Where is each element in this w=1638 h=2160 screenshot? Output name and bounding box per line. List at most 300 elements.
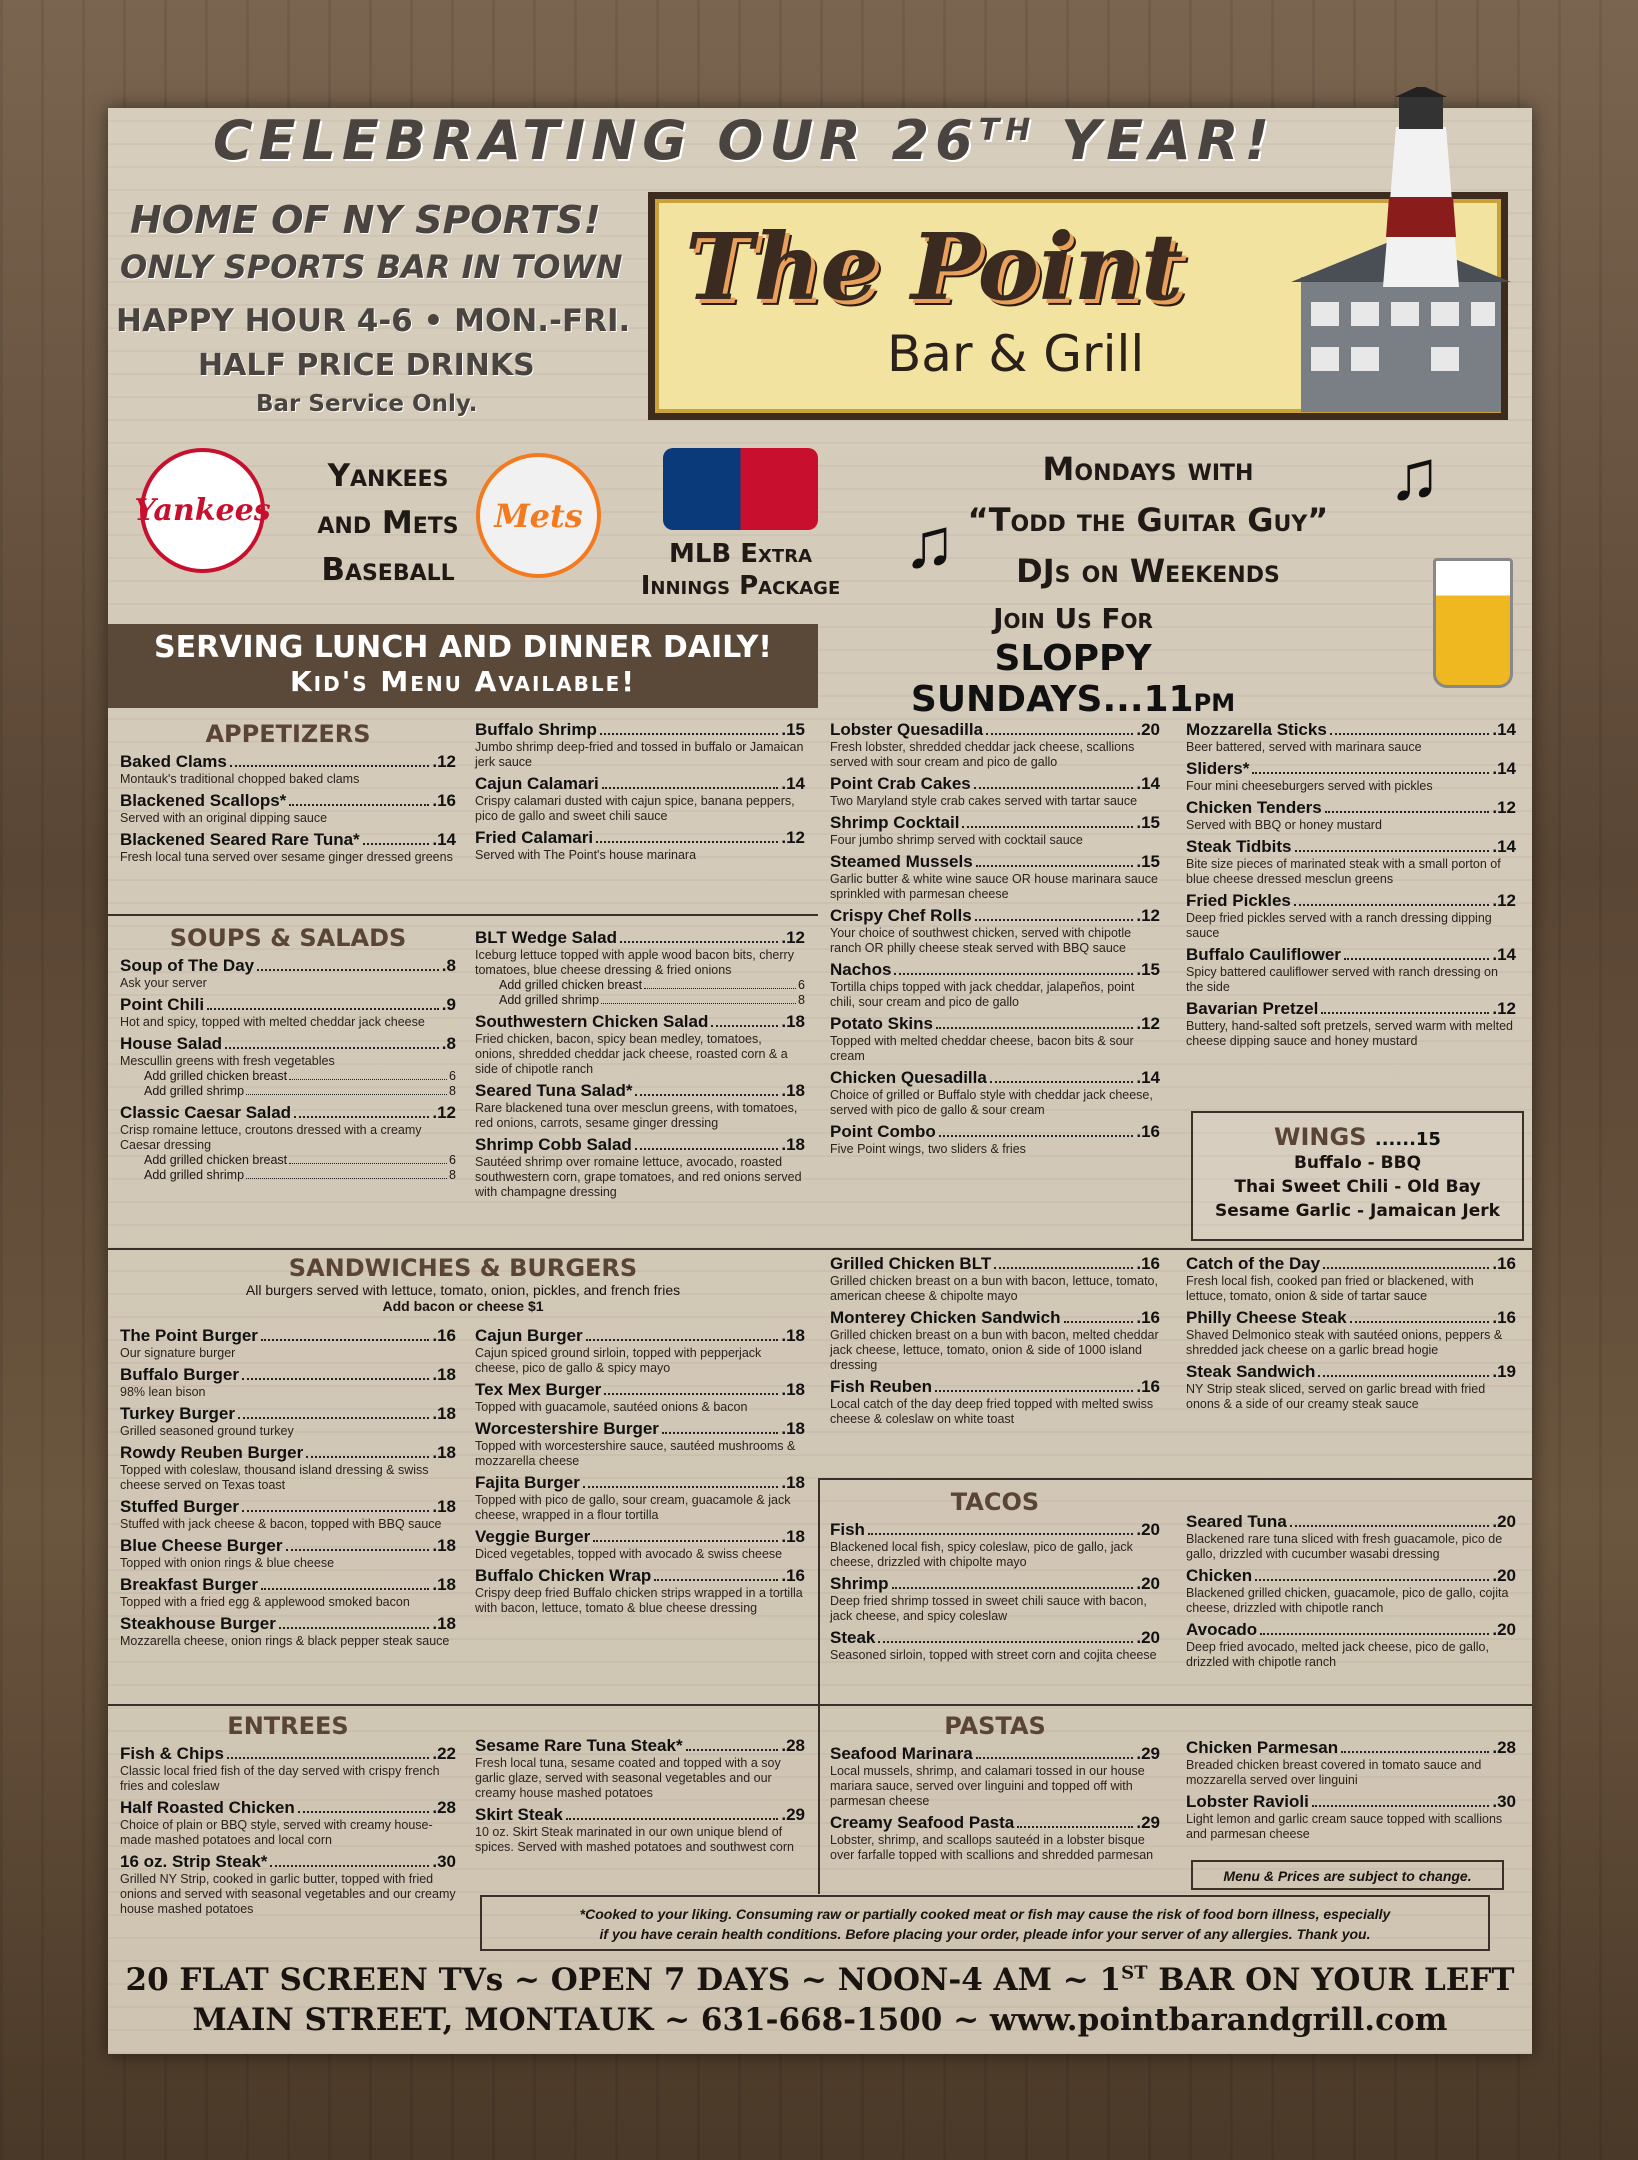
item-name: Lobster Quesadilla bbox=[830, 720, 984, 739]
item-price: 16 bbox=[437, 791, 456, 810]
item-name: Half Roasted Chicken bbox=[120, 1798, 295, 1817]
item-name: Buffalo Shrimp bbox=[475, 720, 597, 739]
half-price-drinks: HALF PRICE DRINKS bbox=[198, 348, 535, 383]
dot-leader bbox=[586, 1326, 779, 1341]
item-price: 14 bbox=[1141, 1068, 1160, 1087]
item-description: Topped with guacamole, sautéed onions & bacon bbox=[475, 1400, 748, 1414]
yankees-mets-text: Yankees and Mets Baseball bbox=[317, 458, 459, 588]
item-name: Seafood Marinara bbox=[830, 1744, 973, 1763]
dot-leader bbox=[1323, 1254, 1489, 1269]
item-name: Steakhouse Burger bbox=[120, 1614, 276, 1633]
item-description: Local mussels, shrimp, and calamari tossed in our house mariara sauce, served over linguini and topped off with parmesan cheese bbox=[830, 1764, 1145, 1808]
pastas-col3 bbox=[830, 1712, 1160, 1867]
item-name: Sliders* bbox=[1186, 759, 1250, 778]
item-name: House Salad bbox=[120, 1034, 223, 1053]
item-description: 98% lean bison bbox=[120, 1385, 206, 1399]
item-price: 18 bbox=[437, 1536, 456, 1555]
item-price: 12 bbox=[786, 928, 805, 947]
item-description: Deep fried pickles served with a ranch dressing dipping sauce bbox=[1186, 911, 1492, 940]
dot-leader bbox=[686, 1736, 779, 1751]
item-name: Buffalo Chicken Wrap bbox=[475, 1566, 652, 1585]
dot-leader bbox=[1260, 1620, 1489, 1635]
menu-item: Fajita Burger . 18 Topped with pico de gallo, sour cream, guacamole & jack cheese, wrapped in a flour tortilla bbox=[475, 1473, 805, 1522]
item-name: Steak Tidbits bbox=[1186, 837, 1292, 856]
menu-item: Nachos . 15 Tortilla chips topped with jack cheddar, jalapeños, point chili, sour cream and pico de gallo bbox=[830, 960, 1160, 1009]
menu-item: Steakhouse Burger . 18 Mozzarella cheese, onion rings & black pepper steak sauce bbox=[120, 1614, 456, 1648]
dot-leader bbox=[892, 1574, 1134, 1589]
item-description: Fresh local fish, cooked pan fried or blackened, with lettuce, tomato, onion & side of tartar sauce bbox=[1186, 1274, 1474, 1303]
dot-leader bbox=[1290, 1512, 1490, 1527]
dot-leader bbox=[935, 1377, 1133, 1392]
item-name: The Point Burger bbox=[120, 1326, 258, 1345]
item-name: Point Crab Cakes bbox=[830, 774, 971, 793]
item-name: Shrimp bbox=[830, 1574, 889, 1593]
dot-leader bbox=[1350, 1308, 1490, 1323]
divider bbox=[108, 1248, 1532, 1250]
item-name: Seared Tuna bbox=[1186, 1512, 1287, 1531]
item-price: 14 bbox=[1497, 837, 1516, 856]
item-description: Cajun spiced ground sirloin, topped with pepperjack cheese, pico de gallo & spicy mayo bbox=[475, 1346, 762, 1375]
item-name: Potato Skins bbox=[830, 1014, 933, 1033]
item-price: 16 bbox=[1497, 1308, 1516, 1327]
item-name: Bavarian Pretzel bbox=[1186, 999, 1319, 1018]
dot-leader bbox=[1325, 798, 1490, 813]
item-price: 12 bbox=[1141, 906, 1160, 925]
restaurant-subtitle: Bar & Grill bbox=[887, 325, 1145, 383]
item-description: Local catch of the day deep fried topped with melted swiss cheese & coleslaw on white toast bbox=[830, 1397, 1154, 1426]
item-description: Served with The Point's house marinara bbox=[475, 848, 697, 862]
sloppy-sundays: SLOPPY SUNDAYS...11PM bbox=[910, 638, 1236, 720]
serving-banner: SERVING LUNCH AND DINNER DAILY! Kid's Menu Available! bbox=[108, 624, 818, 708]
item-description: Classic local fried fish of the day served with crispy french fries and coleslaw bbox=[120, 1764, 440, 1793]
item-price: 18 bbox=[786, 1419, 805, 1438]
menu-item: Monterey Chicken Sandwich . 16 Grilled chicken breast on a bun with bacon, melted cheddar jack cheese, lettuce, tomato, onion & side of 1000 island dressing bbox=[830, 1308, 1160, 1372]
dot-leader bbox=[1318, 1362, 1489, 1377]
item-description: Served with an original dipping sauce bbox=[120, 811, 328, 825]
dot-leader bbox=[976, 852, 1134, 867]
divider bbox=[108, 914, 818, 916]
item-description: Diced vegetables, topped with avocado & swiss cheese bbox=[475, 1547, 783, 1561]
join-us-for: Join Us For bbox=[993, 602, 1153, 635]
mlb-extra-innings: MLB Extra Innings Package bbox=[640, 539, 841, 601]
menu-item: Point Crab Cakes . 14 Two Maryland style crab cakes served with tartar sauce bbox=[830, 774, 1160, 808]
divider bbox=[108, 1704, 818, 1706]
dot-leader bbox=[894, 960, 1133, 975]
menu-item: Lobster Quesadilla . 20 Fresh lobster, shredded cheddar jack cheese, scallions served with sour cream and pico de gallo bbox=[830, 720, 1160, 769]
menu-item: Baked Clams . 12 Montauk's traditional chopped baked clams bbox=[120, 752, 456, 786]
dot-leader bbox=[227, 1744, 429, 1759]
menu-item: Bavarian Pretzel . 12 Buttery, hand-salted soft pretzels, served warm with melted cheese dipping sauce and honey mustard bbox=[1186, 999, 1516, 1048]
item-price: 14 bbox=[1497, 759, 1516, 778]
item-price: 15 bbox=[1141, 813, 1160, 832]
item-price: 14 bbox=[1497, 945, 1516, 964]
item-description: Breaded chicken breast covered in tomato sauce and mozzarella served over linguini bbox=[1186, 1758, 1482, 1787]
menu-item: Chicken . 20 Blackened grilled chicken, guacamole, pico de gallo, cojita cheese, drizzled with chipotle ranch bbox=[1186, 1566, 1516, 1615]
dot-leader bbox=[878, 1628, 1133, 1643]
item-name: Chicken Quesadilla bbox=[830, 1068, 987, 1087]
entrees-col1 bbox=[120, 1712, 456, 1921]
divider bbox=[818, 1478, 820, 1894]
dot-leader bbox=[976, 1744, 1134, 1759]
menu-item: Buffalo Cauliflower . 14 Spicy battered cauliflower served with ranch dressing on the side bbox=[1186, 945, 1516, 994]
appetizers-col4 bbox=[1186, 720, 1516, 1053]
dot-leader bbox=[238, 1404, 429, 1419]
item-price: 18 bbox=[437, 1497, 456, 1516]
health-disclaimer: *Cooked to your liking. Consuming raw or partially cooked meat or fish may cause the risk of food born illness, especially if you have cerain health conditions. Before placing your order, pleade infor your server of any allergies. Thank you. bbox=[480, 1895, 1490, 1951]
dot-leader bbox=[363, 830, 430, 845]
music-note-icon: ♫ bbox=[903, 504, 956, 582]
item-description: NY Strip steak sliced, served on garlic bread with fried onons & a side of our creamy steak sauce bbox=[1186, 1382, 1486, 1411]
item-name: Fish Reuben bbox=[830, 1377, 933, 1396]
item-description: Jumbo shrimp deep-fried and tossed in buffalo or Jamaican jerk sauce bbox=[475, 740, 804, 769]
item-description: Fresh lobster, shredded cheddar jack cheese, scallions served with sour cream and pico de gallo bbox=[830, 740, 1135, 769]
item-name: Turkey Burger bbox=[120, 1404, 235, 1423]
item-addon: Add grilled chicken breast 6 bbox=[144, 1153, 456, 1167]
menu-item: Chicken Quesadilla . 14 Choice of grilled or Buffalo style with cheddar jack cheese, served with pico de gallo & sour cream bbox=[830, 1068, 1160, 1117]
item-name: Breakfast Burger bbox=[120, 1575, 258, 1594]
item-name: Mozzarella Sticks bbox=[1186, 720, 1327, 739]
menu-item: Fried Calamari . 12 Served with The Point's house marinara bbox=[475, 828, 805, 862]
item-description: Deep fried shrimp tossed in sweet chili sauce with bacon, jack cheese, and spicy coleslaw bbox=[830, 1594, 1147, 1623]
item-description: Topped with a fried egg & applewood smoked bacon bbox=[120, 1595, 410, 1609]
item-price: 20 bbox=[1141, 1574, 1160, 1593]
item-description: Spicy battered cauliflower served with ranch dressing on the side bbox=[1186, 965, 1498, 994]
mets-logo: Mets bbox=[476, 453, 601, 578]
yankees-logo: Yankees bbox=[140, 448, 265, 573]
mlb-logo-icon bbox=[663, 448, 818, 530]
item-price: 16 bbox=[786, 1566, 805, 1585]
item-price: 20 bbox=[1141, 720, 1160, 739]
menu-item: Blackened Seared Rare Tuna* . 14 Fresh local tuna served over sesame ginger dressed greens bbox=[120, 830, 456, 864]
wing-flavor: Thai Sweet Chili - Old Bay bbox=[1234, 1177, 1481, 1197]
burgers-col2 bbox=[475, 1326, 805, 1620]
menu-item: Catch of the Day . 16 Fresh local fish, cooked pan fried or blackened, with lettuce, tomato, onion & side of tartar sauce bbox=[1186, 1254, 1516, 1303]
menu-item: Chicken Parmesan . 28 Breaded chicken breast covered in tomato sauce and mozzarella served over linguini bbox=[1186, 1738, 1516, 1787]
item-price: 18 bbox=[786, 1081, 805, 1100]
menu-item: Rowdy Reuben Burger . 18 Topped with coleslaw, thousand island dressing & swiss cheese served on Texas toast bbox=[120, 1443, 456, 1492]
wings-box bbox=[1191, 1111, 1524, 1241]
item-description: Lobster, shrimp, and scallops sauteéd in a lobster bisque over farfalle topped with scallions and shredded parmesan bbox=[830, 1833, 1154, 1862]
item-price: 18 bbox=[786, 1326, 805, 1345]
item-description: Grilled chicken breast on a bun with bacon, lettuce, tomato, american cheese & chipolte mayo bbox=[830, 1274, 1158, 1303]
section-title-sandwiches: SANDWICHES & BURGERS bbox=[288, 1254, 638, 1282]
item-description: Crisp romaine lettuce, croutons dressed with a creamy Caesar dressing bbox=[120, 1123, 422, 1152]
menu-item: Southwestern Chicken Salad . 18 Fried chicken, bacon, spicy bean medley, tomatoes, onions, shredded cheddar jack cheese, roasted corn & a side of chipotle ranch bbox=[475, 1012, 805, 1076]
dot-leader bbox=[654, 1566, 778, 1581]
item-name: Steak bbox=[830, 1628, 876, 1647]
item-name: Fajita Burger bbox=[475, 1473, 580, 1492]
item-name: Philly Cheese Steak bbox=[1186, 1308, 1347, 1327]
item-addon: Add grilled chicken breast 6 bbox=[499, 978, 805, 992]
section-title-soups: SOUPS & SALADS bbox=[169, 924, 407, 952]
dot-leader bbox=[261, 1575, 429, 1590]
dot-leader bbox=[975, 906, 1134, 921]
dot-leader bbox=[286, 1536, 430, 1551]
item-description: Fried chicken, bacon, spicy bean medley, tomatoes, onions, shredded cheddar jack cheese, roasted corn & a side of chipotle ranch bbox=[475, 1032, 788, 1076]
item-name: Blue Cheese Burger bbox=[120, 1536, 283, 1555]
dot-leader bbox=[1341, 1738, 1489, 1753]
item-price: 14 bbox=[1497, 720, 1516, 739]
item-name: Buffalo Burger bbox=[120, 1365, 239, 1384]
item-description: Grilled chicken breast on a bun with bacon, melted cheddar jack cheese, lettuce, tomato, onion & side of 1000 island dressing bbox=[830, 1328, 1159, 1372]
item-description: Beer battered, served with marinara sauce bbox=[1186, 740, 1422, 754]
menu-item: Shrimp Cocktail . 15 Four jumbo shrimp served with cocktail sauce bbox=[830, 813, 1160, 847]
appetizers-col2 bbox=[475, 720, 805, 867]
restaurant-name: The Point bbox=[685, 213, 1184, 321]
item-description: Sautéed shrimp over romaine lettuce, avocado, roasted southwestern corn, grape tomatoes, and red onions served with champagne dressing bbox=[475, 1155, 802, 1199]
menu-item: Buffalo Burger . 18 98% lean bison bbox=[120, 1365, 456, 1399]
item-name: Chicken Parmesan bbox=[1186, 1738, 1339, 1757]
item-name: BLT Wedge Salad bbox=[475, 928, 618, 947]
item-description: Fresh local tuna served over sesame ginger dressed greens bbox=[120, 850, 453, 864]
item-description: Four jumbo shrimp served with cocktail sauce bbox=[830, 833, 1083, 847]
item-price: 18 bbox=[786, 1380, 805, 1399]
menu-item: Fried Pickles . 12 Deep fried pickles served with a ranch dressing dipping sauce bbox=[1186, 891, 1516, 940]
item-name: Shrimp Cocktail bbox=[830, 813, 960, 832]
item-price: 30 bbox=[437, 1852, 456, 1871]
item-addon: Add grilled shrimp 8 bbox=[499, 993, 805, 1007]
dot-leader bbox=[298, 1798, 430, 1813]
item-description: Choice of grilled or Buffalo style with cheddar jack cheese, served with pico de gallo & sour cream bbox=[830, 1088, 1153, 1117]
sandwiches-header bbox=[108, 1254, 818, 1314]
dot-leader bbox=[620, 928, 778, 943]
item-price: 16 bbox=[1141, 1377, 1160, 1396]
dot-leader bbox=[583, 1473, 778, 1488]
menu-item: Shrimp . 20 Deep fried shrimp tossed in sweet chili sauce with bacon, jack cheese, and spicy coleslaw bbox=[830, 1574, 1160, 1623]
item-price: 8 bbox=[446, 956, 456, 975]
dot-leader bbox=[1064, 1308, 1134, 1323]
item-name: Point Combo bbox=[830, 1122, 936, 1141]
menu-item: Seared Tuna Salad* . 18 Rare blackened tuna over mesclun greens, with tomatoes, red onions, carrots, sesame ginger dressing bbox=[475, 1081, 805, 1130]
menu-item: Blackened Scallops* . 16 Served with an original dipping sauce bbox=[120, 791, 456, 825]
dot-leader bbox=[1330, 720, 1490, 735]
item-price: 14 bbox=[437, 830, 456, 849]
item-name: Cajun Burger bbox=[475, 1326, 583, 1345]
menu-item: Sesame Rare Tuna Steak* . 28 Fresh local tuna, sesame coated and topped with a soy garlic glaze, served with seasonal vegetables and our creamy house mashed potatoes bbox=[475, 1736, 805, 1800]
dot-leader bbox=[711, 1012, 778, 1027]
menu-item: 16 oz. Strip Steak* . 30 Grilled NY Strip, cooked in garlic butter, topped with fried onions and served with seasonal vegetables and our creamy house mashed potatoes bbox=[120, 1852, 456, 1916]
item-name: Nachos bbox=[830, 960, 892, 979]
item-description: Rare blackened tuna over mesclun greens, with tomatoes, red onions, carrots, sesame ginger dressing bbox=[475, 1101, 798, 1130]
item-name: Chicken bbox=[1186, 1566, 1253, 1585]
item-description: Our signature burger bbox=[120, 1346, 236, 1360]
dot-leader bbox=[306, 1443, 429, 1458]
item-description: Four mini cheeseburgers served with pickles bbox=[1186, 779, 1433, 793]
item-price: 16 bbox=[1141, 1308, 1160, 1327]
menu-item: Half Roasted Chicken . 28 Choice of plain or BBQ style, served with creamy house-made mashed potatoes and local corn bbox=[120, 1798, 456, 1847]
menu-item: Steak Sandwich . 19 NY Strip steak sliced, served on garlic bread with fried onons & a side of our creamy steak sauce bbox=[1186, 1362, 1516, 1411]
sandwiches-col4 bbox=[1186, 1254, 1516, 1416]
item-addon: Add grilled chicken breast 6 bbox=[144, 1069, 456, 1083]
item-description: Light lemon and garlic cream sauce topped with scallions and parmesan cheese bbox=[1186, 1812, 1503, 1841]
dot-leader bbox=[242, 1365, 429, 1380]
item-price: 29 bbox=[1141, 1813, 1160, 1832]
item-name: Point Chili bbox=[120, 995, 205, 1014]
divider bbox=[818, 1704, 1532, 1706]
dot-leader bbox=[1312, 1792, 1490, 1807]
menu-item: Potato Skins . 12 Topped with melted cheddar cheese, bacon bits & sour cream bbox=[830, 1014, 1160, 1063]
footer-line1: 20 FLAT SCREEN TVs ~ OPEN 7 DAYS ~ NOON-4 AM ~ 1ST BAR ON YOUR LEFT bbox=[125, 1962, 1515, 1998]
item-price: 18 bbox=[437, 1443, 456, 1462]
item-description: Stuffed with jack cheese & bacon, topped with BBQ sauce bbox=[120, 1517, 442, 1531]
dot-leader bbox=[1295, 837, 1490, 852]
item-price: 29 bbox=[786, 1805, 805, 1824]
item-description: Grilled seasoned ground turkey bbox=[120, 1424, 294, 1438]
item-name: Rowdy Reuben Burger bbox=[120, 1443, 304, 1462]
menu-item: House Salad . 8 Mescullin greens with fresh vegetables Add grilled chicken breast 6 Add grilled shrimp 8 bbox=[120, 1034, 456, 1098]
dot-leader bbox=[1255, 1566, 1489, 1581]
item-description: 10 oz. Skirt Steak marinated in our own unique blend of spices. Served with mashed potatoes and southwest corn bbox=[475, 1825, 794, 1854]
sandwiches-addon: Add bacon or cheese $1 bbox=[382, 1298, 544, 1314]
item-name: Creamy Seafood Pasta bbox=[830, 1813, 1015, 1832]
menu-item: Lobster Ravioli . 30 Light lemon and garlic cream sauce topped with scallions and parmesan cheese bbox=[1186, 1792, 1516, 1841]
menu-item: Avocado . 20 Deep fried avocado, melted jack cheese, pico de gallo, drizzled with chipotle ranch bbox=[1186, 1620, 1516, 1669]
item-price: 18 bbox=[786, 1527, 805, 1546]
item-price: 15 bbox=[1141, 852, 1160, 871]
menu-item: Turkey Burger . 18 Grilled seasoned ground turkey bbox=[120, 1404, 456, 1438]
dot-leader bbox=[662, 1419, 778, 1434]
tacos-col3 bbox=[830, 1488, 1160, 1667]
bar-service-only: Bar Service Only. bbox=[256, 391, 478, 417]
item-description: Shaved Delmonico steak with sautéed onions, peppers & shredded jack cheese on a garlic bread hogie bbox=[1186, 1328, 1503, 1357]
wings-title: WINGS ......15 bbox=[1274, 1123, 1441, 1151]
dot-leader bbox=[974, 774, 1134, 789]
item-price: 12 bbox=[1141, 1014, 1160, 1033]
item-description: Your choice of southwest chicken, served with chipotle ranch OR philly cheese steak served with BBQ sauce bbox=[830, 926, 1132, 955]
item-name: Avocado bbox=[1186, 1620, 1258, 1639]
menu-item: Worcestershire Burger . 18 Topped with worcestershire sauce, sautéed mushrooms & mozzarella cheese bbox=[475, 1419, 805, 1468]
item-description: Tortilla chips topped with jack cheddar, jalapeños, point chili, sour cream and pico de gallo bbox=[830, 980, 1135, 1009]
item-price: 18 bbox=[786, 1473, 805, 1492]
appetizers-col1 bbox=[120, 720, 456, 869]
item-description: Seasoned sirloin, topped with street corn and cojita cheese bbox=[830, 1648, 1157, 1662]
dot-leader bbox=[1017, 1813, 1133, 1828]
dot-leader bbox=[939, 1122, 1134, 1137]
menu-item: Blue Cheese Burger . 18 Topped with onion rings & blue cheese bbox=[120, 1536, 456, 1570]
entertainment-text: Mondays with “Todd the Guitar Guy” DJs on Weekends bbox=[967, 450, 1329, 590]
item-price: 20 bbox=[1497, 1512, 1516, 1531]
menu-item: Veggie Burger . 18 Diced vegetables, topped with avocado & swiss cheese bbox=[475, 1527, 805, 1561]
item-description: Garlic butter & white wine sauce OR house marinara sauce sprinkled with parmesan cheese bbox=[830, 872, 1158, 901]
dot-leader bbox=[990, 1068, 1134, 1083]
dot-leader bbox=[635, 1135, 779, 1150]
item-description: Blackened rare tuna sliced with fresh guacamole, pico de gallo, drizzled with cucumber wasabi dressing bbox=[1186, 1532, 1503, 1561]
lighthouse-icon bbox=[1291, 87, 1511, 417]
tacos-col4 bbox=[1186, 1512, 1516, 1674]
menu-item: Point Combo . 16 Five Point wings, two sliders & fries bbox=[830, 1122, 1160, 1156]
item-price: 18 bbox=[437, 1365, 456, 1384]
menu-item: Creamy Seafood Pasta . 29 Lobster, shrimp, and scallops sauteéd in a lobster bisque over farfalle topped with scallions and shredded parmesan bbox=[830, 1813, 1160, 1862]
item-name: Lobster Ravioli bbox=[1186, 1792, 1309, 1811]
item-name: Grilled Chicken BLT bbox=[830, 1254, 992, 1273]
item-description: Crispy calamari dusted with cajun spice, banana peppers, pico de gallo and sweet chili sauce bbox=[475, 794, 795, 823]
item-addon: Add grilled shrimp 8 bbox=[144, 1084, 456, 1098]
dot-leader bbox=[257, 956, 439, 971]
item-price: 16 bbox=[1141, 1254, 1160, 1273]
item-description: Served with BBQ or honey mustard bbox=[1186, 818, 1382, 832]
wing-flavor: Sesame Garlic - Jamaican Jerk bbox=[1215, 1201, 1500, 1221]
dot-leader bbox=[868, 1520, 1133, 1535]
dot-leader bbox=[261, 1326, 429, 1341]
dot-leader bbox=[279, 1614, 429, 1629]
item-description: Topped with coleslaw, thousand island dressing & swiss cheese served on Texas toast bbox=[120, 1463, 429, 1492]
menu-item: Cajun Burger . 18 Cajun spiced ground sirloin, topped with pepperjack cheese, pico de gallo & spicy mayo bbox=[475, 1326, 805, 1375]
item-name: Soup of The Day bbox=[120, 956, 255, 975]
restaurant-sign bbox=[648, 192, 1508, 420]
item-description: Montauk's traditional chopped baked clams bbox=[120, 772, 360, 786]
wing-flavor: Buffalo - BBQ bbox=[1293, 1153, 1422, 1173]
sandwiches-note: All burgers served with lettuce, tomato, onion, pickles, and french fries bbox=[245, 1282, 681, 1298]
soups-col1 bbox=[120, 924, 456, 1187]
item-description: Buttery, hand-salted soft pretzels, served warm with melted cheese dipping sauce and honey mustard bbox=[1186, 1019, 1513, 1048]
item-price: 28 bbox=[786, 1736, 805, 1755]
item-description: Topped with melted cheddar cheese, bacon bits & sour cream bbox=[830, 1034, 1134, 1063]
item-price: 14 bbox=[786, 774, 805, 793]
item-description: Blackened grilled chicken, guacamole, pico de gallo, cojita cheese, drizzled with chipotle ranch bbox=[1186, 1586, 1509, 1615]
item-price: 20 bbox=[1141, 1628, 1160, 1647]
menu-item: Fish . 20 Blackened local fish, spicy coleslaw, pico de gallo, jack cheese, drizzled with chipolte mayo bbox=[830, 1520, 1160, 1569]
item-description: Grilled NY Strip, cooked in garlic butter, topped with fried onions and served with seasonal vegetables and our creamy house mashed potatoes bbox=[120, 1872, 456, 1916]
item-description: Deep fried avocado, melted jack cheese, pico de gallo, drizzled with chipotle ranch bbox=[1186, 1640, 1489, 1669]
dot-leader bbox=[230, 752, 430, 767]
item-description: Two Maryland style crab cakes served with tartar sauce bbox=[830, 794, 1138, 808]
footer-line2: MAIN STREET, MONTAUK ~ 631-668-1500 ~ www.pointbarandgrill.com bbox=[192, 2002, 1448, 2038]
menu-item: Mozzarella Sticks . 14 Beer battered, served with marinara sauce bbox=[1186, 720, 1516, 754]
item-price: 8 bbox=[446, 1034, 456, 1053]
dot-leader bbox=[986, 720, 1133, 735]
dot-leader bbox=[270, 1852, 429, 1867]
item-name: Veggie Burger bbox=[475, 1527, 591, 1546]
dot-leader bbox=[962, 813, 1133, 828]
item-description: Mescullin greens with fresh vegetables bbox=[120, 1054, 335, 1068]
menu-item: Classic Caesar Salad . 12 Crisp romaine lettuce, croutons dressed with a creamy Caesar dressing Add grilled chicken breast 6 Add grilled shrimp 8 bbox=[120, 1103, 456, 1182]
item-name: Tex Mex Burger bbox=[475, 1380, 602, 1399]
item-price: 30 bbox=[1497, 1792, 1516, 1811]
dot-leader bbox=[600, 720, 779, 735]
menu-item: Fish & Chips . 22 Classic local fried fish of the day served with crispy french fries and coleslaw bbox=[120, 1744, 456, 1793]
only-sports-bar: ONLY SPORTS BAR IN TOWN bbox=[120, 248, 623, 286]
dot-leader bbox=[294, 1103, 429, 1118]
item-description: Blackened local fish, spicy coleslaw, pico de gallo, jack cheese, drizzled with chipolte mayo bbox=[830, 1540, 1133, 1569]
item-description: Iceburg lettuce topped with apple wood bacon bits, cherry tomatoes, blue cheese dressing & fried onions bbox=[475, 948, 794, 977]
section-title-entrees: ENTREES bbox=[227, 1712, 349, 1740]
item-name: Chicken Tenders bbox=[1186, 798, 1322, 817]
menu-item: Fish Reuben . 16 Local catch of the day deep fried topped with melted swiss cheese & coleslaw on white toast bbox=[830, 1377, 1160, 1426]
item-name: Fried Calamari bbox=[475, 828, 594, 847]
item-price: 12 bbox=[786, 828, 805, 847]
dot-leader bbox=[207, 995, 439, 1010]
beer-mug-icon bbox=[1433, 558, 1513, 688]
dot-leader bbox=[225, 1034, 439, 1049]
music-note-icon: ♫ bbox=[1388, 436, 1441, 514]
item-price: 16 bbox=[1497, 1254, 1516, 1273]
item-name: Classic Caesar Salad bbox=[120, 1103, 292, 1122]
menu-item: Steamed Mussels . 15 Garlic butter & white wine sauce OR house marinara sauce sprinkled with parmesan cheese bbox=[830, 852, 1160, 901]
item-price: 12 bbox=[437, 1103, 456, 1122]
item-price: 15 bbox=[1141, 960, 1160, 979]
section-title-tacos: TACOS bbox=[950, 1488, 1040, 1516]
dot-leader bbox=[289, 791, 429, 806]
item-price: 18 bbox=[437, 1404, 456, 1423]
item-price: 20 bbox=[1497, 1566, 1516, 1585]
item-name: Worcestershire Burger bbox=[475, 1419, 659, 1438]
menu-item: Tex Mex Burger . 18 Topped with guacamole, sautéed onions & bacon bbox=[475, 1380, 805, 1414]
item-name: Catch of the Day bbox=[1186, 1254, 1321, 1273]
soups-col2 bbox=[475, 928, 805, 1204]
item-name: Skirt Steak bbox=[475, 1805, 563, 1824]
item-price: 18 bbox=[437, 1575, 456, 1594]
item-description: Choice of plain or BBQ style, served with creamy house-made mashed potatoes and local corn bbox=[120, 1818, 433, 1847]
